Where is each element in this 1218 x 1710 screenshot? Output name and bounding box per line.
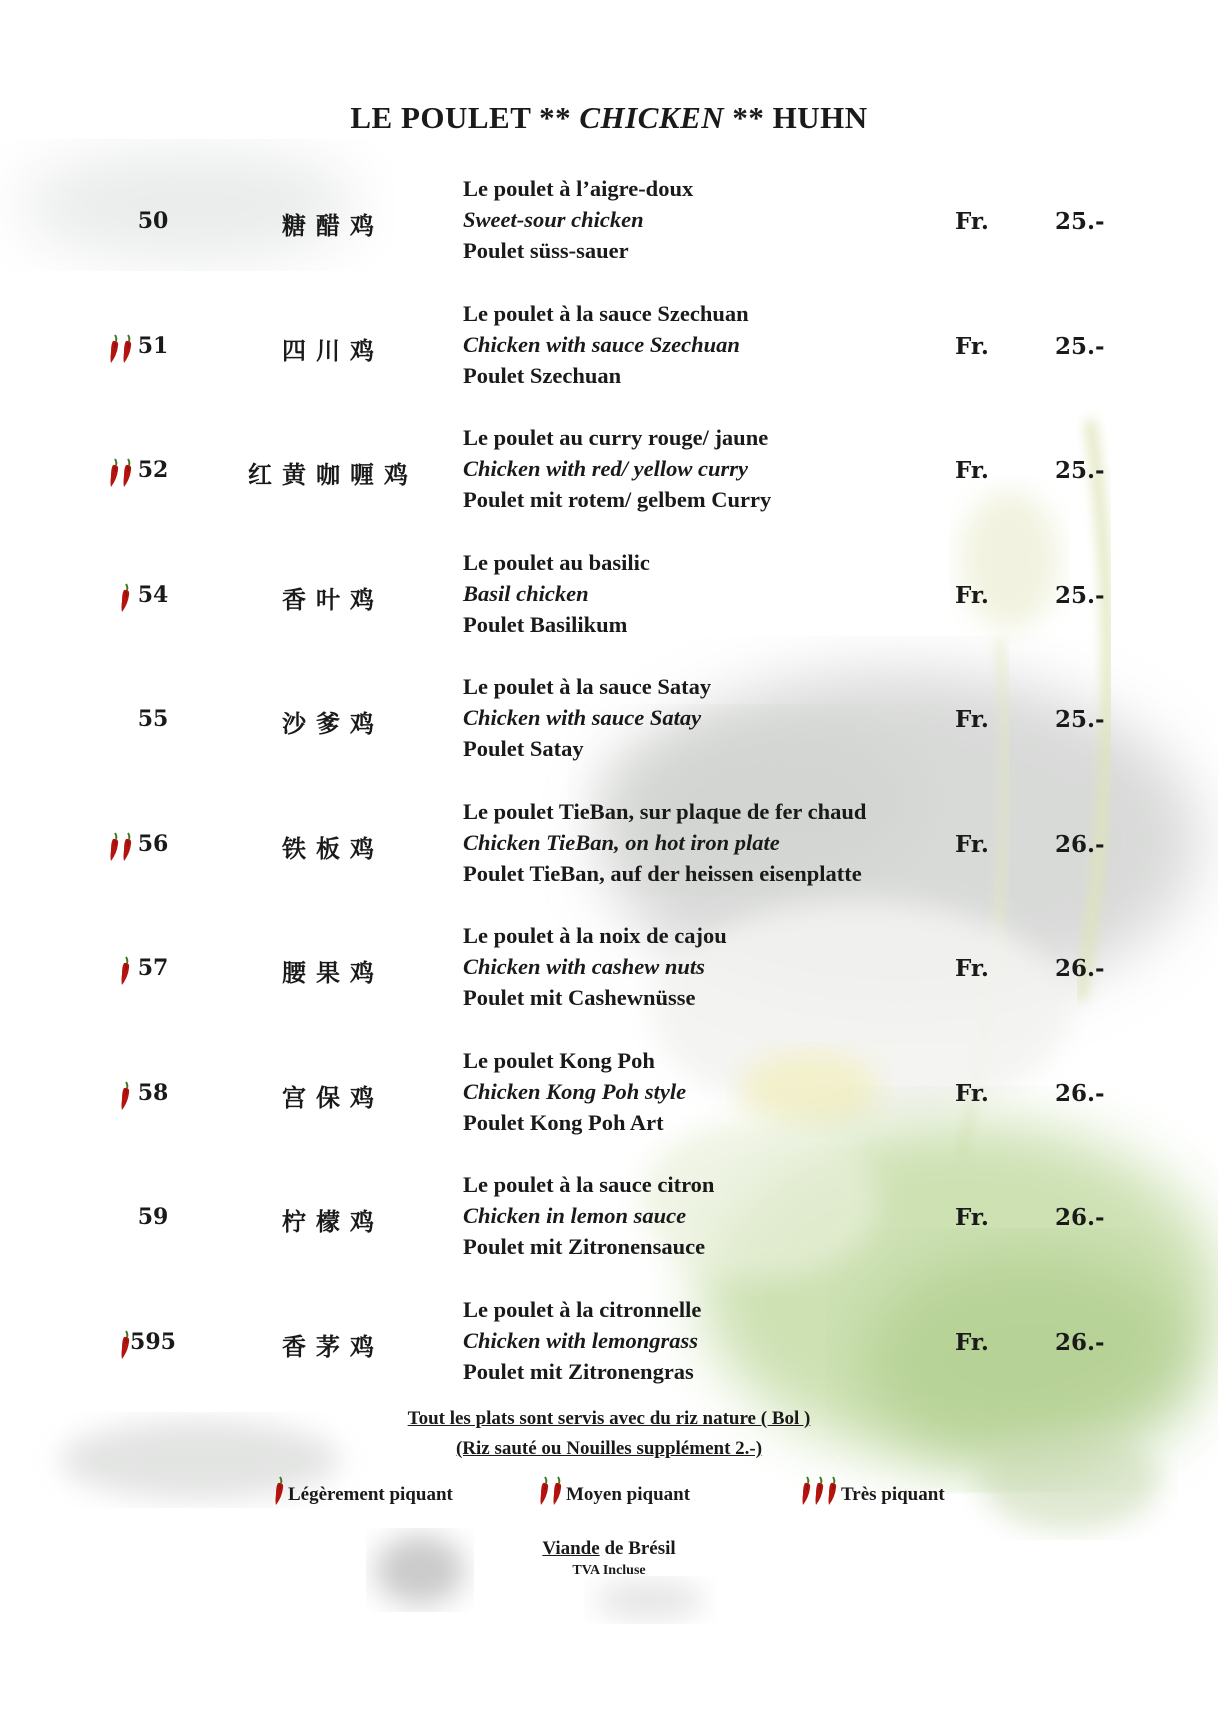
item-chinese-name: 红黄咖喱鸡 (248, 460, 418, 489)
item-description (463, 422, 933, 515)
item-chinese-name: 糖醋鸡 (282, 211, 384, 240)
legend-chili-icons (273, 1476, 286, 1506)
item-description (463, 547, 933, 640)
item-price: 26.- (1055, 1328, 1105, 1356)
legend-mild (273, 1476, 453, 1506)
legend-medium (538, 1476, 690, 1506)
item-name-fr: Le poulet Kong Poh (463, 1047, 655, 1073)
item-currency: Fr. (955, 208, 989, 235)
item-price: 26.- (1055, 955, 1105, 982)
legend-medium-label: Moyen piquant (566, 1484, 691, 1505)
item-currency: Fr. (955, 706, 989, 733)
rice-note: Tout les plats sont servis avec du riz nature ( Bol ) (407, 1408, 811, 1429)
item-currency: Fr. (955, 457, 989, 484)
item-price: 26.- (1055, 830, 1105, 858)
item-name-en: Chicken with red/ yellow curry (463, 456, 749, 481)
chili-icon (813, 1476, 826, 1506)
item-name-de: Poulet mit Zitronengras (463, 1358, 694, 1384)
item-price: 25.- (1055, 457, 1105, 484)
item-description (463, 671, 933, 764)
item-description (463, 1045, 933, 1138)
item-name-de: Poulet Kong Poh Art (463, 1109, 664, 1135)
item-name-de: Poulet süss-sauer (463, 238, 629, 263)
item-name-fr: Le poulet à la sauce Szechuan (463, 300, 749, 326)
menu-item (0, 1169, 1218, 1265)
legend-hot (800, 1476, 945, 1506)
item-chinese-name: 香茅鸡 (282, 1331, 384, 1361)
item-name-en: Chicken TieBan, on hot iron plate (463, 829, 780, 855)
item-number: 58 (137, 1079, 169, 1106)
item-name-en: Chicken in lemon sauce (463, 1203, 687, 1228)
item-name-fr: Le poulet à la sauce citron (463, 1172, 715, 1197)
item-currency: Fr. (955, 830, 989, 858)
chili-icon (538, 1476, 551, 1506)
item-chinese-name: 香叶鸡 (282, 584, 384, 614)
item-currency: Fr. (955, 332, 989, 360)
legend-chili-icons (538, 1476, 564, 1506)
item-number: 59 (137, 1204, 169, 1230)
menu-item (0, 796, 1218, 892)
item-name-en: Chicken with lemongrass (463, 1327, 699, 1353)
item-name-de: Poulet TieBan, auf der heissen eisenplatte (463, 860, 862, 886)
item-price: 26.- (1055, 1079, 1105, 1107)
legend-mild-label: Légèrement piquant (288, 1484, 453, 1505)
item-currency: Fr. (955, 1328, 989, 1356)
meat-origin: Viande de Brésil (542, 1538, 676, 1559)
item-name-de: Poulet Szechuan (463, 362, 622, 388)
tax-note: TVA Incluse (572, 1563, 646, 1578)
menu-item (0, 173, 1218, 269)
item-chinese-name: 铁板鸡 (282, 833, 384, 863)
item-chinese-name: 沙爹鸡 (282, 709, 384, 738)
item-name-fr: Le poulet à la citronnelle (463, 1296, 702, 1322)
item-description (463, 298, 933, 391)
item-number: 51 (137, 332, 169, 359)
item-name-fr: Le poulet à la noix de cajou (463, 923, 727, 948)
item-name-fr: Le poulet à la sauce Satay (463, 674, 712, 699)
legend-hot-label: Très piquant (841, 1484, 945, 1505)
legend-chili-icons (800, 1476, 839, 1506)
chili-icon (800, 1476, 813, 1506)
item-price: 25.- (1055, 581, 1105, 609)
menu-item (0, 298, 1218, 394)
item-price: 26.- (1055, 1204, 1105, 1231)
item-name-fr: Le poulet TieBan, sur plaque de fer chaud (463, 798, 867, 824)
item-name-en: Chicken with cashew nuts (463, 954, 705, 979)
item-number: 57 (137, 955, 169, 981)
chili-icon (826, 1476, 839, 1506)
item-name-de: Poulet mit Cashewnüsse (463, 985, 696, 1010)
supplement-note: (Riz sauté ou Nouilles supplément 2.-) (455, 1438, 763, 1459)
item-name-fr: Le poulet au basilic (463, 549, 650, 575)
menu-item (0, 671, 1218, 767)
item-name-fr: Le poulet au curry rouge/ jaune (463, 425, 769, 450)
menu-item (0, 1294, 1218, 1390)
menu-item (0, 422, 1218, 518)
item-currency: Fr. (955, 955, 989, 982)
menu-item (0, 547, 1218, 643)
item-currency: Fr. (955, 581, 989, 609)
item-currency: Fr. (955, 1079, 989, 1107)
item-number: 56 (137, 830, 169, 857)
item-description (463, 920, 933, 1013)
item-price: 25.- (1055, 208, 1105, 235)
page-title: LE POULET ** CHICKEN ** HUHN (350, 100, 868, 135)
item-price: 25.- (1055, 332, 1105, 360)
menu-item (0, 1045, 1218, 1141)
item-name-de: Poulet Basilikum (463, 611, 628, 637)
item-name-fr: Le poulet à l’aigre-doux (463, 176, 694, 201)
item-chinese-name: 宫保鸡 (282, 1082, 384, 1112)
menu-item (0, 920, 1218, 1016)
item-name-en: Chicken with sauce Szechuan (463, 331, 740, 357)
item-name-en: Basil chicken (463, 580, 589, 606)
chili-icon (273, 1476, 286, 1506)
item-description (463, 1169, 933, 1262)
item-name-de: Poulet mit rotem/ gelbem Curry (463, 487, 772, 512)
item-name-de: Poulet Satay (463, 736, 584, 761)
item-number: 52 (137, 457, 169, 483)
item-price: 25.- (1055, 706, 1105, 733)
item-currency: Fr. (955, 1204, 989, 1231)
item-name-en: Chicken Kong Poh style (463, 1078, 687, 1104)
item-number: 595 (130, 1328, 176, 1355)
item-chinese-name: 四川鸡 (282, 335, 384, 365)
item-name-en: Chicken with sauce Satay (463, 705, 702, 730)
item-description (463, 173, 933, 266)
item-chinese-name: 柠檬鸡 (282, 1207, 384, 1236)
item-description (463, 1294, 933, 1387)
item-number: 55 (137, 706, 169, 732)
item-number: 54 (137, 581, 169, 608)
chili-icon (551, 1476, 564, 1506)
item-name-de: Poulet mit Zitronensauce (463, 1234, 706, 1259)
item-number: 50 (137, 208, 169, 234)
item-description (463, 796, 933, 889)
item-chinese-name: 腰果鸡 (282, 958, 384, 987)
item-name-en: Sweet-sour chicken (463, 207, 644, 232)
